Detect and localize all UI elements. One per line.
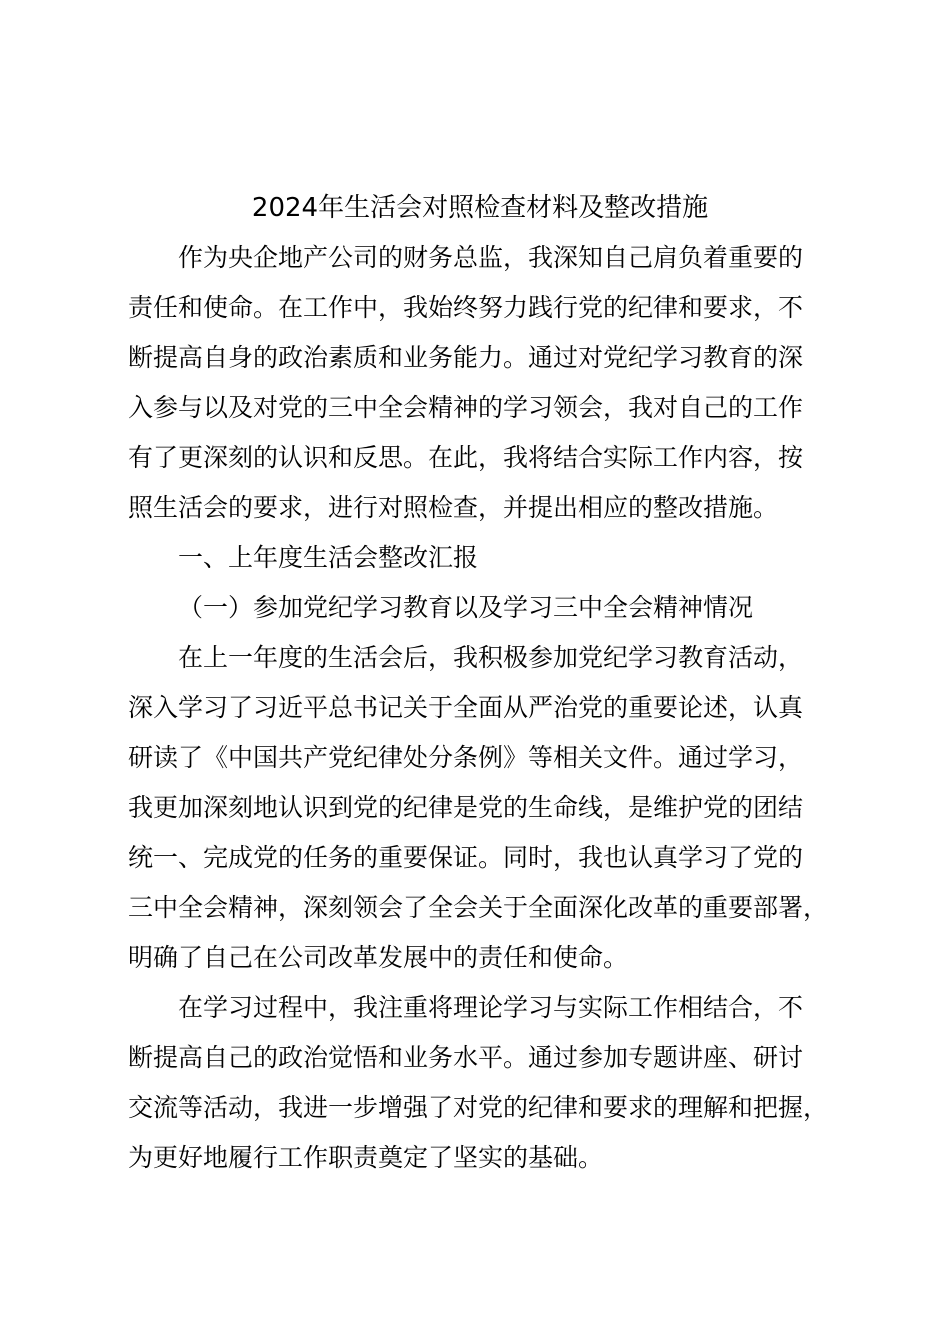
paragraph-line: 研读了《中国共产党纪律处分条例》等相关文件。通过学习， <box>128 743 804 772</box>
paragraph-line: 深入学习了习近平总书记关于全面从严治党的重要论述，认真 <box>128 693 804 722</box>
paragraph-line: 我更加深刻地认识到党的纪律是党的生命线，是维护党的团结 <box>128 793 804 822</box>
practice-paragraph <box>128 983 832 1183</box>
paragraph-line: 有了更深刻的认识和反思。在此，我将结合实际工作内容，按 <box>128 443 804 472</box>
paragraph-line: 作为央企地产公司的财务总监，我深知自己肩负着重要的 <box>178 243 804 272</box>
paragraph-line: 交流等活动，我进一步增强了对党的纪律和要求的理解和把握， <box>128 1093 829 1122</box>
intro-paragraph <box>128 233 832 533</box>
paragraph-line: 统一、完成党的任务的重要保证。同时，我也认真学习了党的 <box>128 843 804 872</box>
paragraph-line: 断提高自己的政治觉悟和业务水平。通过参加专题讲座、研讨 <box>128 1043 804 1072</box>
study-paragraph <box>128 633 832 983</box>
paragraph-line: 断提高自身的政治素质和业务能力。通过对党纪学习教育的深 <box>128 343 804 372</box>
paragraph-line: 入参与以及对党的三中全会精神的学习领会，我对自己的工作 <box>128 393 804 422</box>
document-title: 2024年生活会对照检查材料及整改措施 <box>251 193 709 223</box>
paragraph-line: 责任和使命。在工作中，我始终努力践行党的纪律和要求，不 <box>128 293 804 322</box>
paragraph-line: 明确了自己在公司改革发展中的责任和使命。 <box>128 943 629 972</box>
subsection-heading: （一）参加党纪学习教育以及学习三中全会精神情况 <box>178 593 754 622</box>
paragraph-line: 在上一年度的生活会后，我积极参加党纪学习教育活动， <box>178 643 804 672</box>
paragraph-line: 照生活会的要求，进行对照检查，并提出相应的整改措施。 <box>128 493 779 522</box>
paragraph-line: 在学习过程中，我注重将理论学习与实际工作相结合，不 <box>178 993 804 1022</box>
document-body <box>128 183 832 1183</box>
paragraph-line: 三中全会精神，深刻领会了全会关于全面深化改革的重要部署， <box>128 893 829 922</box>
section-heading: 一、上年度生活会整改汇报 <box>178 543 479 572</box>
paragraph-line: 为更好地履行工作职责奠定了坚实的基础。 <box>128 1143 604 1172</box>
